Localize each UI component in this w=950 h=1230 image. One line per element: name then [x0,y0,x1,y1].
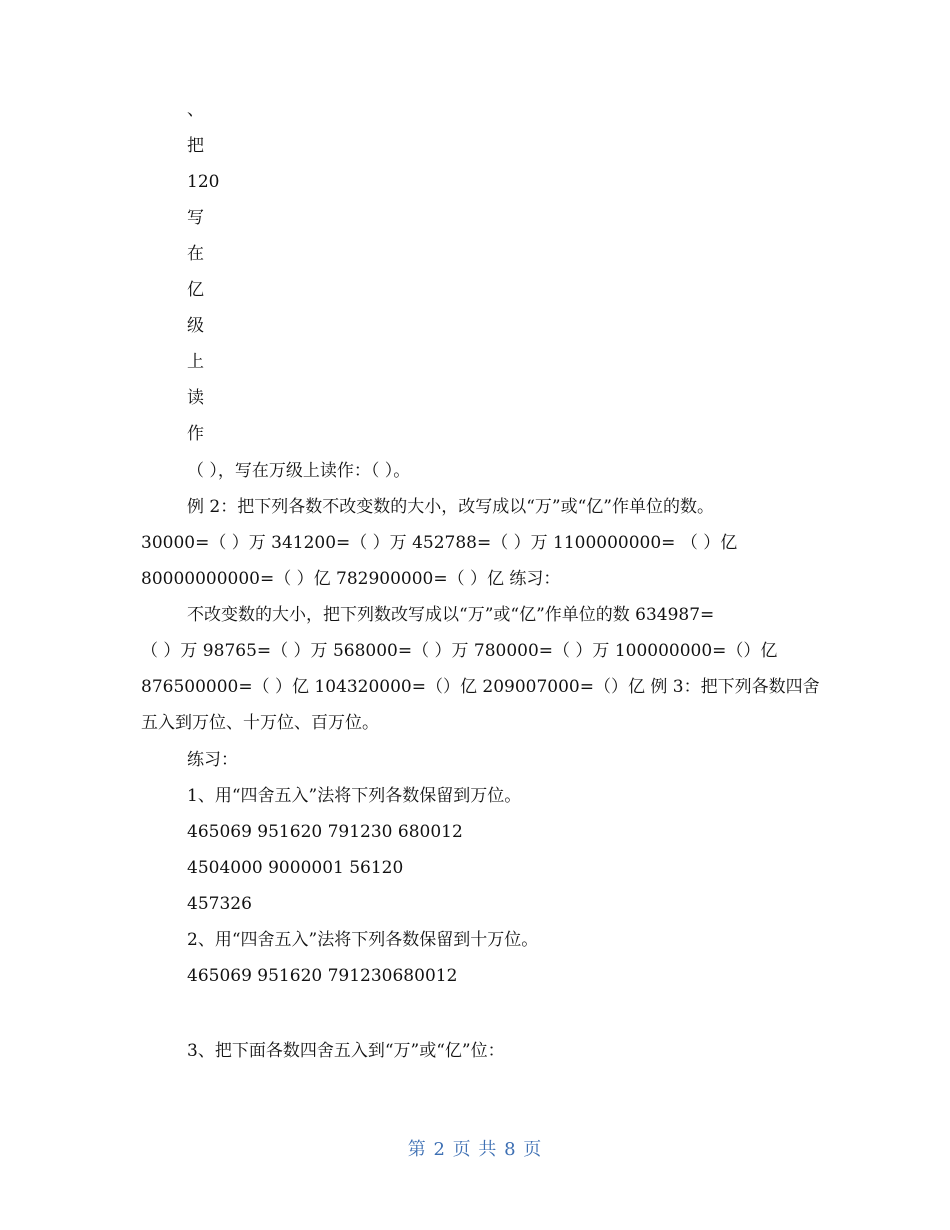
vertical-char: 上 [187,352,204,372]
text-line: （ ），写在万级上读作：（ ）。 [187,461,411,481]
text-line: 练习： [187,750,238,770]
text-line: 465069 951620 791230680012 [187,966,458,986]
vertical-char: 写 [187,208,204,228]
text-line: 457326 [187,894,252,914]
text-line: 五入到万位、十万位、百万位。 [141,713,379,733]
text-line: 80000000000=（ ）亿 782900000=（ ）亿 练习： [141,569,561,589]
vertical-char: 120 [187,172,220,192]
page-footer: 第 2 页 共 8 页 [407,1139,543,1160]
text-line: 465069 951620 791230 680012 [187,822,463,842]
vertical-char: 把 [187,136,204,156]
text-line: （ ）万 98765=（ ）万 568000=（ ）万 780000=（ ）万 100000000=（）亿 [141,641,778,661]
vertical-char: 读 [187,388,204,408]
vertical-char: 级 [187,316,204,336]
vertical-char: 亿 [187,280,204,300]
text-line: 例 2：把下列各数不改变数的大小，改写成以“万”或“亿”作单位的数。 [187,497,714,517]
vertical-char: 作 [187,424,204,444]
text-line: 876500000=（ ）亿 104320000=（）亿 209007000=（）亿 例 3：把下列各数四舍 [141,677,820,697]
text-line: 1、用“四舍五入”法将下列各数保留到万位。 [187,786,522,806]
text-line: 4504000 9000001 56120 [187,858,404,878]
text-line: 3、把下面各数四舍五入到“万”或“亿”位： [187,1041,505,1061]
text-line: 不改变数的大小，把下列数改写成以“万”或“亿”作单位的数 634987= [187,605,715,625]
text-line: 2、用“四舍五入”法将下列各数保留到十万位。 [187,930,539,950]
text-line: 30000=（ ）万 341200=（ ）万 452788=（ ）万 1100000000= （ ）亿 [141,533,738,553]
vertical-char: 在 [187,244,204,264]
vertical-char: 、 [187,100,204,120]
